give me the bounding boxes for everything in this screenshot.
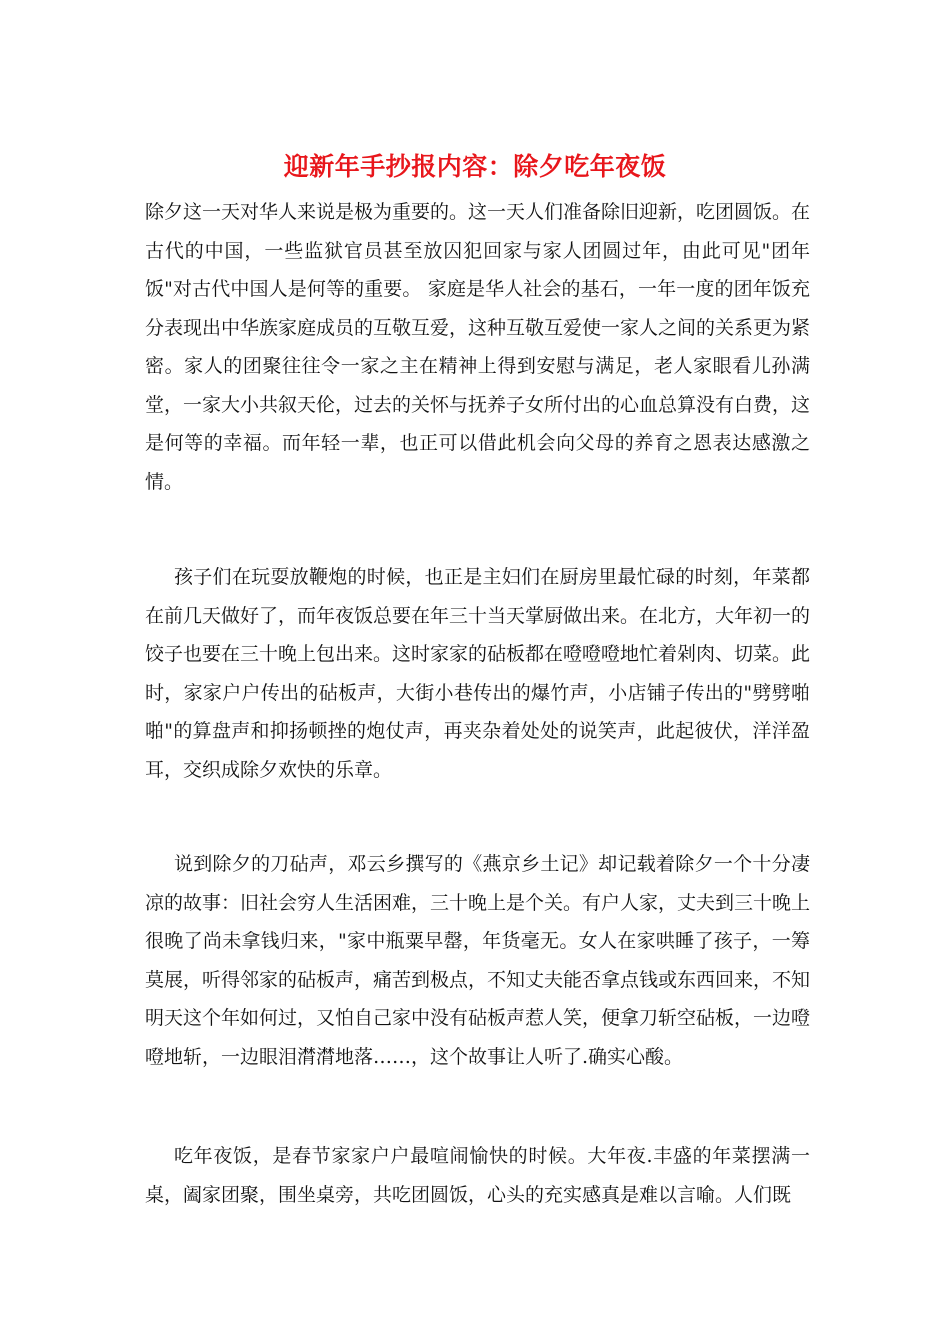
document-title: 迎新年手抄报内容：除夕吃年夜饭 xyxy=(283,152,667,181)
paragraph-4: 吃年夜饭，是春节家家户户最喧闹愉快的时候。大年夜.丰盛的年菜摆满一桌，阖家团聚，围坐桌旁，共吃团圆饭，心头的充实感真是难以言喻。人们既 xyxy=(145,1145,810,1206)
paragraph-2: 孩子们在玩耍放鞭炮的时候，也正是主妇们在厨房里最忙碌的时刻，年菜都在前几天做好了，而年夜饭总要在年三十当天掌厨做出来。在北方，大年初一的饺子也要在三十晚上包出来。这时家家的砧板都在噔噔噔地忙着剁肉、切菜。此时，家家户户传出的砧板声，大街小巷传出的爆竹声，小店铺子传出的"劈劈啪啪"的算盘声和抑扬顿挫的炮仗声，再夹杂着处处的说笑声，此起彼伏，洋洋盈耳，交织成除夕欢快的乐章。 xyxy=(145,566,811,781)
paragraph-1: 除夕这一天对华人来说是极为重要的。这一天人们准备除旧迎新，吃团圆饭。在古代的中国，一些监狱官员甚至放囚犯回家与家人团圆过年，由此可见"团年饭"对古代中国人是何等的重要。 家庭是华人社会的基石，一年一度的团年饭充分表现出中华族家庭成员的互敬互爱，这种互敬互爱使一家人之间的关系更为紧密。家人的团聚往往令一家之主在精神上得到安慰与满足，老人家眼看儿孙满堂，一家大小共叙天伦，过去的关怀与抚养子女所付出的心血总算没有白费，这是何等的幸福。而年轻一辈，也正可以借此机会向父母的养育之恩表达感激之情。 xyxy=(145,201,811,493)
paragraph-3: 说到除夕的刀砧声，邓云乡撰写的《燕京乡土记》却记载着除夕一个十分凄凉的故事：旧社会穷人生活困难，三十晚上是个关。有户人家，丈夫到三十晚上很晚了尚未拿钱归来，"家中瓶粟早罄，年货毫无。女人在家哄睡了孩子，一筹莫展，听得邻家的砧板声，痛苦到极点，不知丈夫能否拿点钱或东西回来，不知明天这个年如何过，又怕自己家中没有砧板声惹人笑，便拿刀斩空砧板，一边噔噔地斩，一边眼泪潸潸地落……，这个故事让人听了.确实心酸。 xyxy=(145,853,811,1068)
